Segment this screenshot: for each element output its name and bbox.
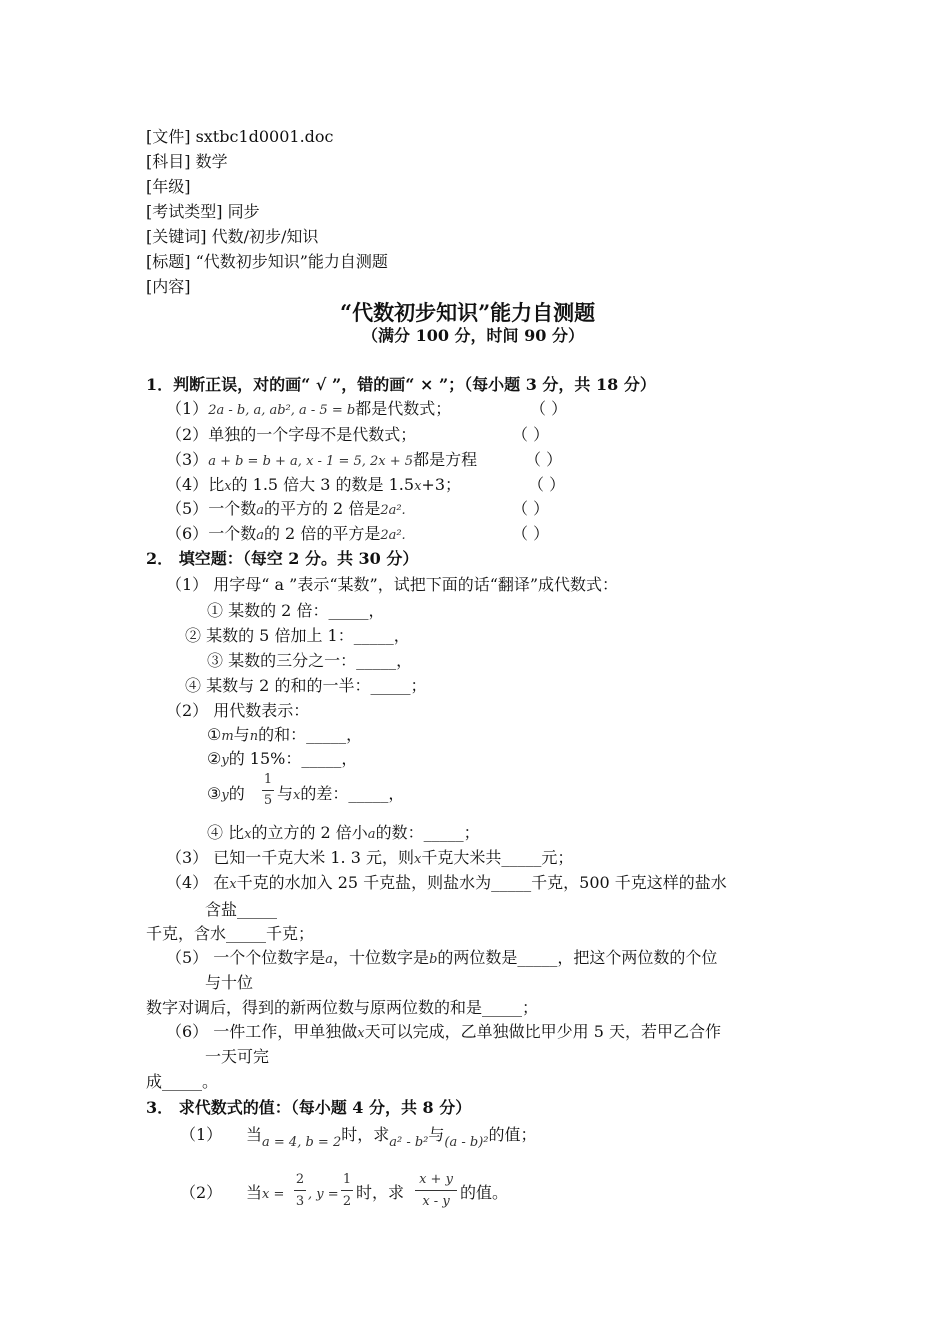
s2-q6-line3: 成_____。 [146,1072,219,1091]
item-text: 都是代数式； [355,399,452,418]
s1-answer-6: （ ） [512,524,550,543]
math-variable: x [244,827,252,842]
item-text: 时，求 [341,1125,390,1144]
fraction-bar [341,1190,353,1191]
item-number: （2） [166,425,209,444]
s3-q2-pre [246,1182,284,1206]
fraction-denominator: 5 [263,793,273,808]
math-expression: (a - b)² [444,1135,489,1150]
meta-file: [文件] sxtbc1d0001.doc [146,127,334,146]
circled-number: ③ [207,784,222,803]
meta-title: [标题] “代数初步知识”能力自测题 [146,252,388,271]
item-text: 与 [233,725,250,744]
s1-item-4 [166,474,461,498]
math-expression: 2a². [380,528,406,543]
item-text: 的 15%：_____， [228,749,358,768]
item-text: 都是方程 [413,450,478,469]
item-text: ，十位数字是 [333,948,430,967]
s2-q5-line3: 数字对调后，得到的新两位数与原两位数的和是_____； [146,998,539,1017]
s2-q3 [166,847,573,871]
s2-q5-line1 [166,947,717,971]
math-variable: x [293,788,301,803]
item-text: 当 [246,1183,263,1202]
fraction-bar [415,1190,457,1191]
item-text: 的 2 倍的平方是 [263,524,381,543]
math-variable: n [249,729,259,744]
fraction-numerator: 1 [263,772,273,787]
item-text: 的两位数是_____，把这个两位数的个位 [437,948,718,967]
math-variable: x [224,479,232,494]
item-text: 的值； [488,1125,537,1144]
circled-number: ② [207,749,222,768]
math-variable: a [256,503,264,518]
item-text: 的 1.5 倍大 3 的数是 1.5 [231,475,415,494]
item-text: 天可以完成，乙单独做比甲少用 5 天，若甲乙合作 [364,1022,721,1041]
item-number: （1） [166,399,209,418]
s2-q2-b [207,748,357,772]
item-text-pre: 一个数 [208,499,257,518]
math-variable: x [414,479,422,494]
section3-heading: 3． 求代数式的值：（每小题 4 分，共 8 分） [146,1098,472,1117]
fraction-numerator: 2 [295,1172,305,1187]
s2-q1-c: ③ 某数的三分之一：_____， [207,651,413,670]
item-text: 的数：_____； [375,823,480,842]
page-title: “代数初步知识”能力自测题 [340,300,596,325]
s1-item-2 [166,424,416,446]
s2-q1-a: ① 某数的 2 倍：_____， [207,601,385,620]
s2-q2-c-post [277,783,404,807]
fraction-bar [294,1190,306,1191]
s2-q6-line1 [166,1021,721,1045]
s2-q6-line2: 一天可完 [205,1047,270,1066]
s3-q2-mid: 时，求 [356,1183,405,1202]
item-text: （6） 一件工作，甲单独做 [166,1022,358,1041]
math-variable: y [221,753,229,768]
meta-subject: [科目] 数学 [146,152,228,171]
section2-heading: 2． 填空题：（每空 2 分。共 30 分） [146,549,419,568]
s1-item-6 [166,523,406,547]
s2-q2-a [207,724,362,748]
item-text: （4） 在 [166,873,230,892]
math-variable: x [357,1026,365,1041]
meta-keywords: [关键词] 代数/初步/知识 [146,227,319,246]
math-variable: b [429,952,438,967]
meta-grade: [年级] [146,177,191,196]
item-number: （6） [166,524,209,543]
math-expression: 2a². [380,503,406,518]
math-expression: a + b = b + a, x - 1 = 5, 2x + 5 [208,454,414,469]
item-text: 的立方的 2 倍小 [251,823,368,842]
s1-item-3 [166,449,477,473]
s3-q2-post: 的值。 [460,1183,509,1202]
fraction-denominator: x - y [422,1194,450,1209]
s3-q1 [246,1124,537,1148]
item-text: 与 [428,1125,445,1144]
s2-q2-c-pre [207,783,245,807]
fraction-denominator: 2 [342,1194,352,1209]
s1-answer-2: （ ） [512,425,550,444]
math-variable: x [229,877,237,892]
s1-answer-5: （ ） [512,499,550,518]
item-text: 千克的水加入 25 千克盐，则盐水为_____千克，500 千克这样的盐水 [236,873,727,892]
s3-q1-number: （1） [180,1125,223,1144]
item-text-pre: 比 [208,475,225,494]
math-variable: m [221,729,234,744]
item-number: （4） [166,475,209,494]
math-variable: a [325,952,334,967]
item-text: 千克大米共_____元； [421,848,574,867]
item-text-post: +3； [421,475,461,494]
item-number: （3） [166,450,209,469]
item-text: 单独的一个字母不是代数式； [208,425,417,444]
s3-q2-number: （2） [180,1183,223,1202]
math-expression: 2a - b, a, ab², a - 5 = b [208,403,356,418]
math-expression: x = [262,1187,285,1202]
item-text: 的 [228,784,245,803]
item-text: ④ 比 [207,823,245,842]
s3-q2-y [308,1182,339,1206]
math-variable: x [413,852,422,867]
math-expression: a = 4, b = 2 [262,1135,342,1150]
item-text-pre: 一个数 [208,524,257,543]
item-text: 的和：_____， [258,725,363,744]
fraction-numerator: x + y [419,1172,453,1187]
item-text: （5） 一个个位数字是 [166,948,326,967]
fraction-bar [262,790,274,791]
item-text: 当 [246,1125,263,1144]
section1-heading: 1．判断正误，对的画“ √ ”，错的画“ × ”；（每小题 3 分，共 18 分） [146,375,656,394]
math-expression: a² - b² [389,1135,429,1150]
fraction-numerator: 1 [342,1172,352,1187]
meta-content: [内容] [146,277,191,296]
meta-exam-type: [考试类型] 同步 [146,202,260,221]
item-text: 的差：_____， [300,784,405,803]
math-expression: , y = [308,1187,339,1202]
item-text: 与 [277,784,294,803]
s2-q4-line1 [166,872,727,896]
page-subtitle: （满分 100 分，时间 90 分） [362,326,584,345]
s1-answer-1: （ ） [530,399,568,418]
s2-q1-intro: （1） 用字母“ a ”表示“某数”，试把下面的话“翻译”成代数式： [166,575,619,594]
item-text: （3） 已知一千克大米 1. 3 元，则 [166,848,414,867]
circled-number: ① [207,725,222,744]
s2-q2-intro: （2） 用代数表示： [166,701,310,720]
math-variable: y [221,788,229,803]
s2-q1-b: ② 某数的 5 倍加上 1：_____， [185,626,410,645]
s1-item-5 [166,498,406,522]
s1-item-1 [166,398,451,422]
s2-q4-line3: 千克，含水_____千克； [146,924,315,943]
s1-answer-4: （ ） [528,475,566,494]
item-number: （5） [166,499,209,518]
math-variable: a [256,528,264,543]
s1-answer-3: （ ） [525,450,563,469]
s2-q5-line2: 与十位 [205,973,254,992]
s2-q2-d [207,822,480,846]
fraction-denominator: 3 [295,1194,305,1209]
s2-q1-d: ④ 某数与 2 的和的一半：_____； [185,676,427,695]
item-text: 的平方的 2 倍是 [263,499,381,518]
s2-q4-line2: 含盐_____ [205,900,278,919]
math-variable: a [367,827,376,842]
